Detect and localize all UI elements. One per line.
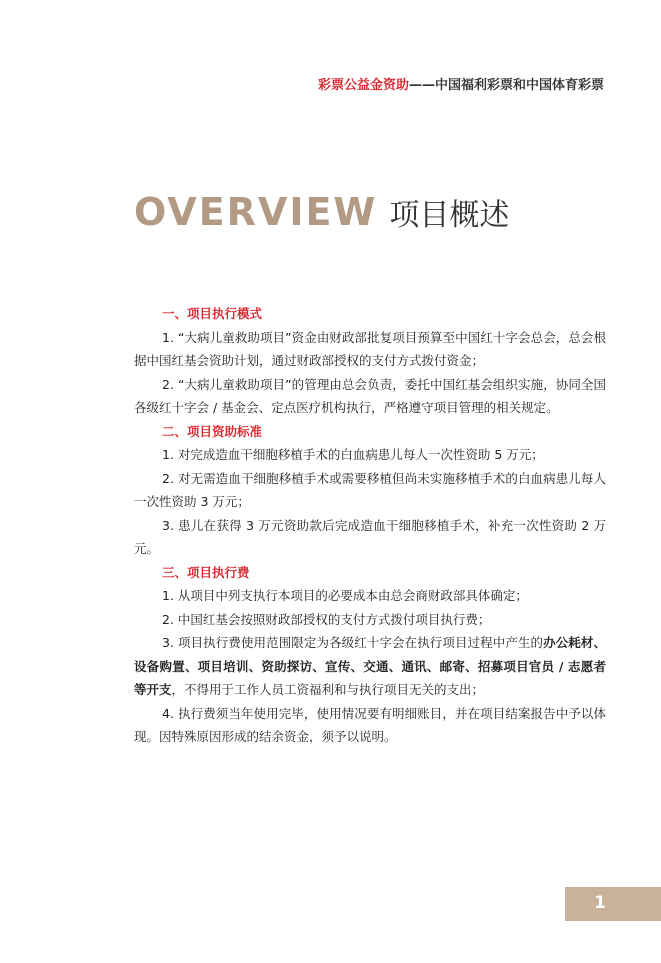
header-red-text: 彩票公益金资助 <box>317 78 409 93</box>
paragraph: 1. “大病儿童救助项目”资金由财政部批复项目预算至中国红十字会总会，总会根据中国红基会资助计划，通过财政部授权的支付方式拨付资金； <box>134 329 606 368</box>
page-number-box <box>565 887 661 921</box>
paragraph: 3. 患儿在获得 3 万元资助款后完成造血干细胞移植手术，补充一次性资助 2 万元。 <box>134 517 606 556</box>
section-heading: 一、项目执行模式 <box>162 306 263 321</box>
page-number: 1 <box>594 893 606 913</box>
title-cn: 项目概述 <box>389 198 510 233</box>
title-en: OVERVIEW <box>134 190 378 234</box>
paragraph: 1. 对完成造血干细胞移植手术的白血病患儿每人一次性资助 5 万元； <box>162 447 544 462</box>
page-title <box>134 190 509 234</box>
content <box>134 302 606 749</box>
paragraph-post: ，不得用于工作人员工资福利和与执行项目无关的支出； <box>171 682 485 697</box>
header-dark-text: ——中国福利彩票和中国体育彩票 <box>408 78 604 93</box>
section-heading: 二、项目资助标准 <box>162 423 263 439</box>
paragraph: 4. 执行费须当年使用完毕，使用情况要有明细账目，并在项目结案报告中予以体现。因特殊原因形成的结余资金，须予以说明。 <box>134 705 606 744</box>
header <box>318 74 604 93</box>
paragraph: 2. “大病儿童救助项目”的管理由总会负责，委托中国红基会组织实施，协同全国各级红十字会 / 基金会、定点医疗机构执行，严格遵守项目管理的相关规定。 <box>134 376 606 415</box>
paragraph-pre: 3. 项目执行费使用范围限定为各级红十字会在执行项目过程中产生的 <box>162 635 544 650</box>
paragraph: 2. 对无需造血干细胞移植手术或需要移植但尚未实施移植手术的白血病患儿每人一次性资助 3 万元； <box>134 470 606 509</box>
paragraph: 2. 中国红基会按照财政部授权的支付方式拨付项目执行费； <box>162 611 491 627</box>
paragraph <box>134 631 606 702</box>
paragraph-bold: 办公耗材、设备购置、项目培训、资助探访、宣传、交通、通讯、邮寄、招募项目官员 / 志愿者等开支 <box>134 635 606 697</box>
paragraph: 1. 从项目中列支执行本项目的必要成本由总会商财政部具体确定； <box>162 588 528 603</box>
section-heading: 三、项目执行费 <box>162 564 250 580</box>
